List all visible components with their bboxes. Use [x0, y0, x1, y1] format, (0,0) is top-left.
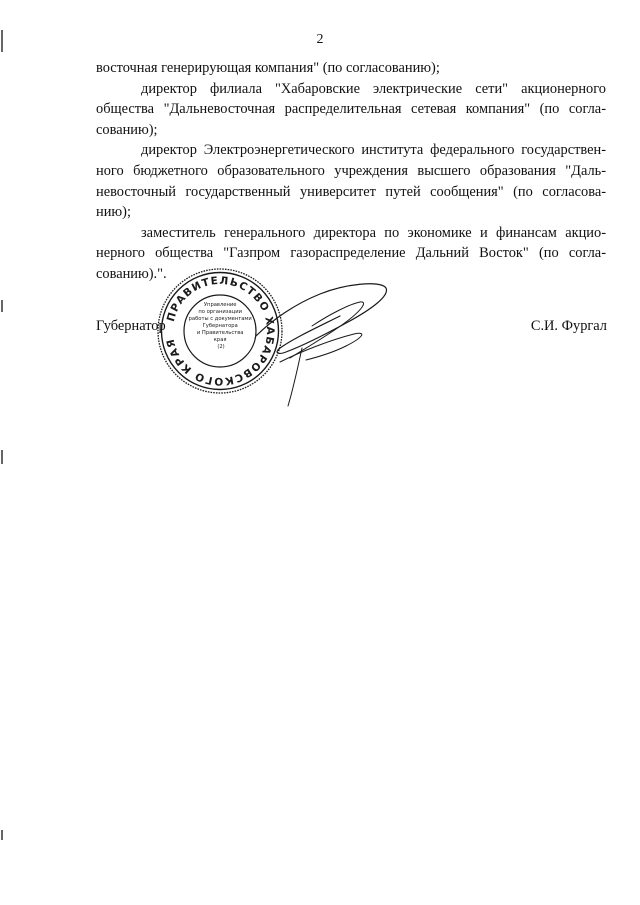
- signatory-position: Губернатор: [96, 318, 166, 334]
- text-line: сованию).".: [96, 265, 167, 282]
- paragraph-member-1: [96, 58, 606, 79]
- text-line: ного бюджетного образовательного учреждения высшего образования "Даль-: [96, 162, 606, 179]
- scan-edge-mark: [1, 830, 3, 840]
- text-line: общества "Дальневосточная распределительная сетевая компания" (по согла-: [96, 101, 606, 118]
- text-line: заместитель генерального директора по экономике и финансам акцио-: [141, 224, 606, 241]
- text-line: нию);: [96, 204, 131, 221]
- text-line: сованию);: [96, 121, 158, 138]
- text-line: восточная генерирующая компания" (по согласованию);: [96, 60, 440, 76]
- paragraph-member-2: [96, 79, 606, 141]
- svg-text:Управление по организаци: [189, 302, 254, 350]
- paragraph-member-3: [96, 140, 606, 222]
- text-line: директор филиала "Хабаровские электрические сети" акционерного: [141, 80, 606, 97]
- page-number: 2: [316, 32, 324, 47]
- text-line: невосточный государственный университет путей сообщения" (по согласова-: [96, 183, 606, 200]
- stamp-text-line: Губернатора: [202, 323, 238, 329]
- stamp-text-line: по организации: [198, 309, 242, 315]
- scan-edge-mark: [1, 300, 3, 312]
- stamp-text-line: (2): [217, 344, 225, 350]
- signatory-name: С.И. Фургал: [530, 318, 607, 334]
- text-line: директор Электроэнергетического института федерального государствен-: [141, 142, 606, 159]
- stamp-text-line: работы с документами: [188, 316, 252, 322]
- document-body: [96, 58, 606, 285]
- handwritten-signature: [250, 276, 400, 411]
- stamp-text-line: и Правительства: [196, 330, 244, 336]
- stamp-text-line: Управление: [203, 302, 237, 308]
- stamp-text-line: края: [213, 337, 227, 343]
- scan-edge-mark: [1, 450, 3, 464]
- text-line: нерного общества "Газпром газораспределение Дальний Восток" (по согла-: [96, 245, 606, 262]
- stamp-ring-text: ПРАВИТЕЛЬСТВО ХАБАРОВСКОГО КРАЯ: [164, 274, 277, 388]
